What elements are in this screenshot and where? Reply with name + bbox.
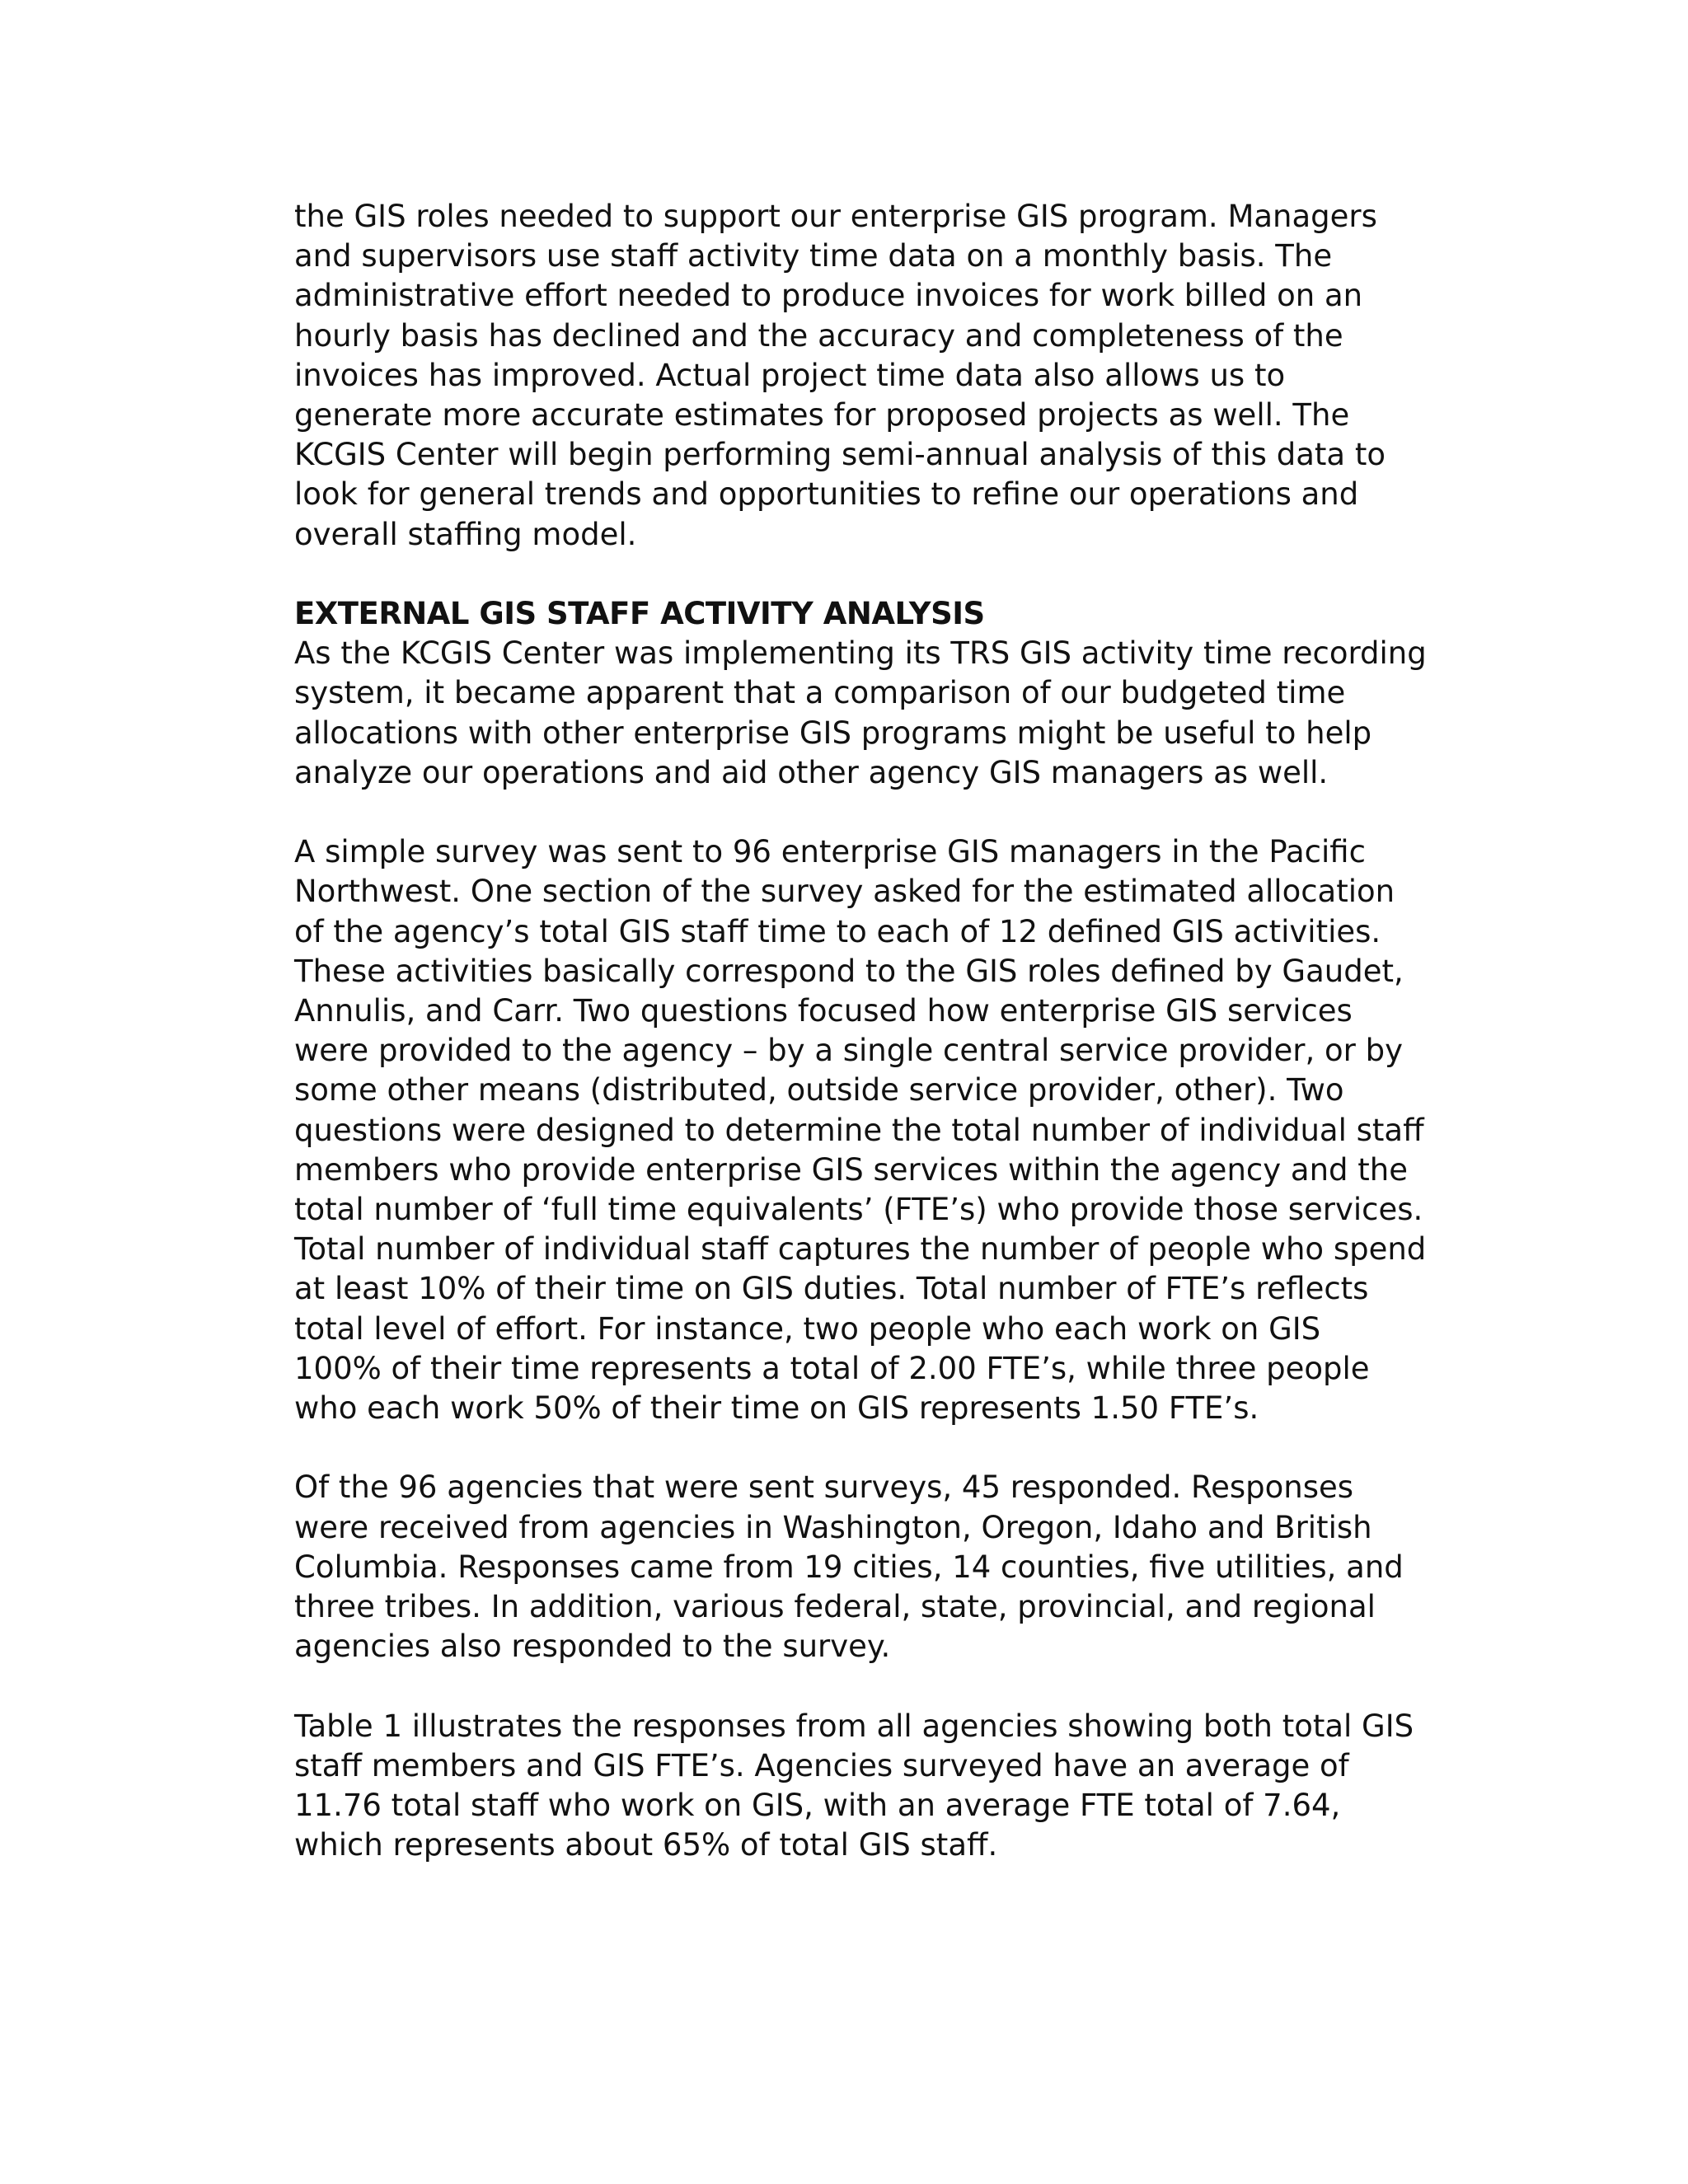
intro-paragraph xyxy=(294,197,1390,555)
text-line: Columbia. Responses came from 19 cities, 14 counties, five utilities, and xyxy=(294,1549,1404,1585)
text-line: total number of ‘full time equivalents’ (FTE’s) who provide those services. xyxy=(294,1192,1423,1228)
text-line: Of the 96 agencies that were sent surveys, 45 responded. Responses xyxy=(294,1469,1354,1506)
text-line: were provided to the agency – by a single central service provider, or by xyxy=(294,1033,1404,1069)
section-paragraph-1 xyxy=(294,634,1427,793)
text-line: As the KCGIS Center was implementing its TRS GIS activity time recording xyxy=(294,635,1427,672)
text-line: questions were designed to determine the total number of individual staff xyxy=(294,1112,1424,1148)
text-line: members who provide enterprise GIS services within the agency and the xyxy=(294,1151,1408,1188)
text-line: 11.76 total staff who work on GIS, with an average FTE total of 7.64, xyxy=(294,1788,1341,1824)
document-body xyxy=(294,197,1427,1865)
text-line: Table 1 illustrates the responses from all agencies showing both total GIS xyxy=(294,1708,1414,1744)
text-line: invoices has improved. Actual project time data also allows us to xyxy=(294,357,1286,393)
section-paragraph-3 xyxy=(294,1468,1404,1666)
text-line: hourly basis has declined and the accuracy and completeness of the xyxy=(294,317,1343,354)
text-line: analyze our operations and aid other agency GIS managers as well. xyxy=(294,754,1329,790)
text-line: 100% of their time represents a total of 2.00 FTE’s, while three people xyxy=(294,1350,1370,1386)
text-line: Annulis, and Carr. Two questions focused how enterprise GIS services xyxy=(294,993,1353,1029)
text-line: three tribes. In addition, various federal, state, provincial, and regional xyxy=(294,1589,1376,1625)
text-line: A simple survey was sent to 96 enterprise GIS managers in the Pacific xyxy=(294,834,1366,870)
text-line: look for general trends and opportunities to refine our operations and xyxy=(294,476,1359,513)
text-line: allocations with other enterprise GIS programs might be useful to help xyxy=(294,715,1372,751)
text-line: system, it became apparent that a comparison of our budgeted time xyxy=(294,675,1346,711)
text-line: These activities basically correspond to the GIS roles defined by Gaudet, xyxy=(294,953,1404,989)
section-paragraph-4 xyxy=(294,1707,1414,1866)
text-line: KCGIS Center will begin performing semi-annual analysis of this data to xyxy=(294,437,1386,473)
text-line: administrative effort needed to produce invoices for work billed on an xyxy=(294,278,1363,314)
text-line: total level of effort. For instance, two people who each work on GIS xyxy=(294,1310,1321,1347)
section-paragraph-2 xyxy=(294,832,1427,1428)
text-line: some other means (distributed, outside service provider, other). Two xyxy=(294,1072,1344,1108)
text-line: overall staffing model. xyxy=(294,516,637,552)
text-line: generate more accurate estimates for proposed projects as well. The xyxy=(294,397,1350,434)
text-line: of the agency’s total GIS staff time to each of 12 defined GIS activities. xyxy=(294,913,1381,949)
text-line: which represents about 65% of total GIS staff. xyxy=(294,1827,998,1863)
text-line: Northwest. One section of the survey asked for the estimated allocation xyxy=(294,874,1395,910)
text-line: at least 10% of their time on GIS duties. Total number of FTE’s reflects xyxy=(294,1271,1369,1307)
section-heading: EXTERNAL GIS STAFF ACTIVITY ANALYSIS xyxy=(294,596,985,632)
text-line: and supervisors use staff activity time data on a monthly basis. The xyxy=(294,238,1333,274)
text-line: who each work 50% of their time on GIS represents 1.50 FTE’s. xyxy=(294,1390,1259,1427)
text-line: Total number of individual staff captures the number of people who spend xyxy=(294,1231,1427,1268)
text-line: were received from agencies in Washington, Oregon, Idaho and British xyxy=(294,1509,1372,1545)
text-line: agencies also responded to the survey. xyxy=(294,1629,891,1665)
text-line: the GIS roles needed to support our enterprise GIS program. Managers xyxy=(294,199,1377,234)
text-line: staff members and GIS FTE’s. Agencies surveyed have an average of xyxy=(294,1747,1349,1783)
